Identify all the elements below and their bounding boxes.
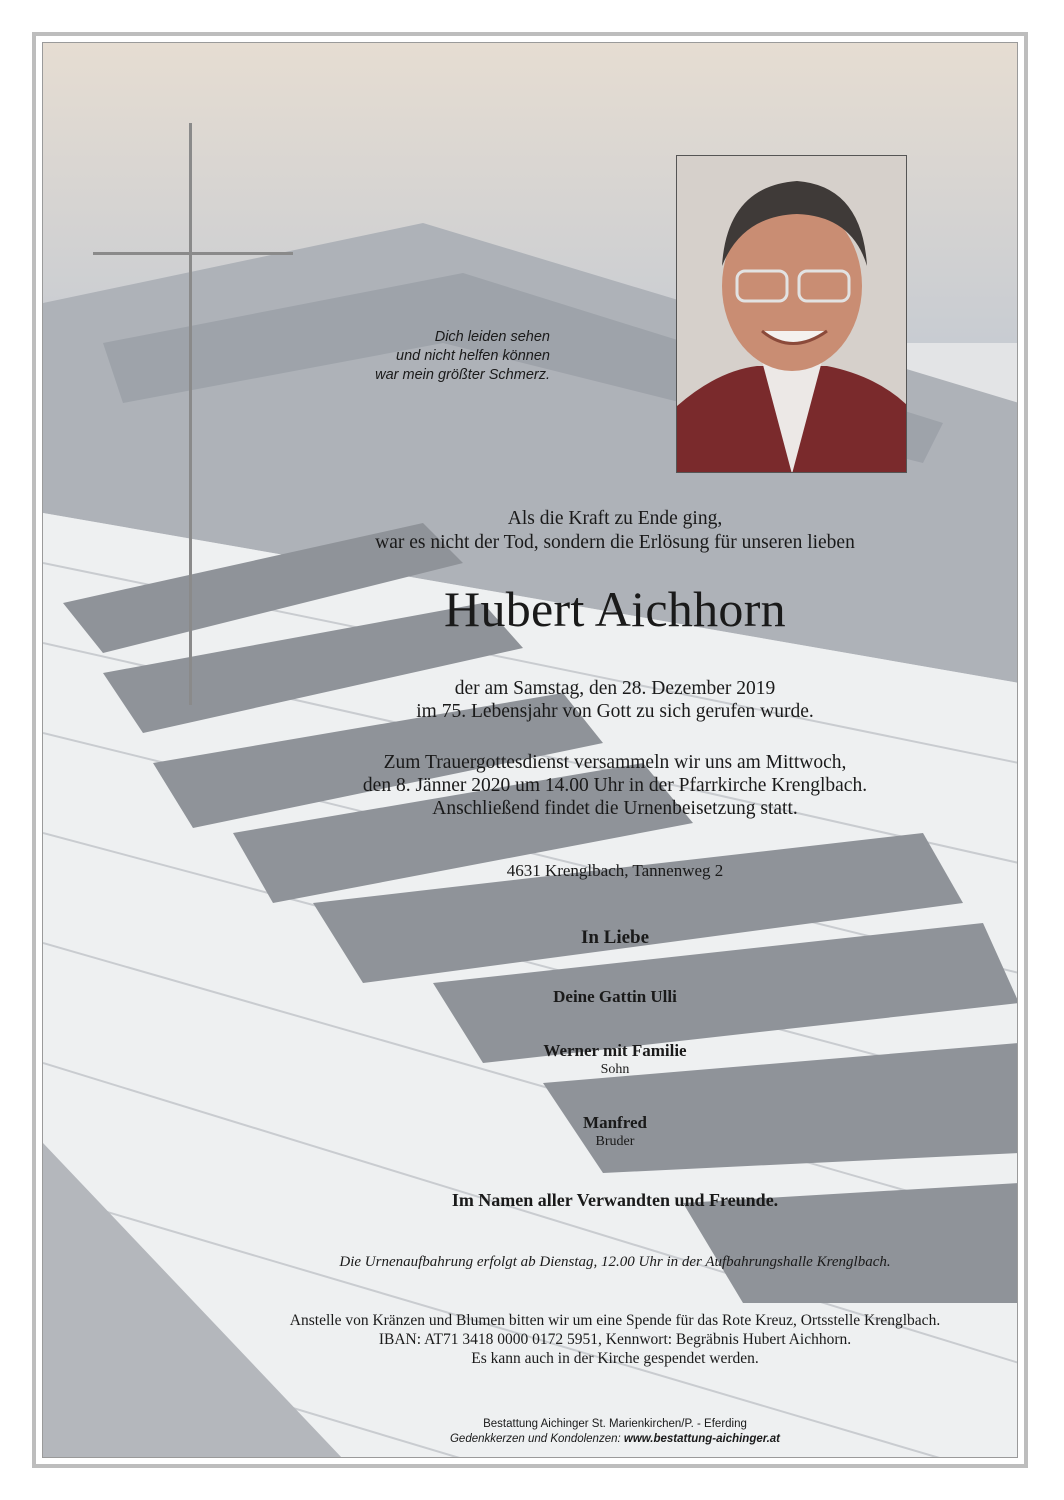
mourner-entry [240,986,990,1007]
portrait-illustration [677,156,907,473]
service-info [240,751,990,820]
quote-line: und nicht helfen können [396,348,550,364]
donation-line: IBAN: AT71 3418 0000 0172 5951, Kennwort: Begräbnis Hubert Aichhorn. [378,1331,852,1348]
donation-line: Es kann auch in der Kirche gespendet werden. [471,1350,759,1367]
mourner-relation: Bruder [595,1134,635,1149]
service-line: Zum Trauergottesdienst versammeln wir uns am Mittwoch, [383,752,847,773]
closing-line: Im Namen aller Verwandten und Freunde. [451,1190,779,1210]
viewing-note: Die Urnenaufbahrung erfolgt ab Dienstag, 12.00 Uhr in der Aufbahrungshalle Krenglbach. [339,1254,891,1270]
service-line: den 8. Jänner 2020 um 14.00 Uhr in der Pfarrkirche Krenglbach. [362,775,868,796]
mourner-name: Deine Gattin Ulli [553,987,677,1006]
intro-text [240,507,990,555]
address: 4631 Krenglbach, Tannenweg 2 [506,861,724,880]
memorial-quote [300,328,550,385]
funeral-home: Bestattung Aichinger St. Marienkirchen/P. - Eferding [483,1418,747,1430]
portrait-photo [676,155,907,473]
website-link[interactable]: www.bestattung-aichinger.at [623,1433,781,1445]
quote-line: Dich leiden sehen [434,329,550,345]
mourner-relation: Sohn [600,1062,630,1077]
footer [240,1417,990,1447]
mourner-name: Manfred [583,1113,647,1132]
donation-line: Anstelle von Kränzen und Blumen bitten wir um eine Spende für das Rote Kreuz, Ortsstelle Krenglbach. [289,1312,941,1329]
cross-horizontal-bar [93,252,293,255]
death-notice [240,677,990,723]
donation-info [240,1311,990,1368]
deceased-name: Hubert Aichhorn [444,581,786,637]
cross-vertical-bar [189,123,192,705]
mourner-name: Werner mit Familie [543,1041,687,1060]
condolence-line [240,1432,990,1447]
intro-line: war es nicht der Tod, sondern die Erlösung für unseren lieben [375,532,855,553]
death-line: im 75. Lebensjahr von Gott zu sich gerufen wurde. [416,701,814,722]
mourner-entry [240,1040,990,1078]
death-line: der am Samstag, den 28. Dezember 2019 [454,678,776,699]
in-love-heading: In Liebe [580,927,650,948]
intro-line: Als die Kraft zu Ende ging, [507,508,723,529]
service-line: Anschließend findet die Urnenbeisetzung statt. [432,798,798,819]
condolence-prefix: Gedenkkerzen und Kondolenzen: [449,1433,624,1445]
mourner-entry [240,1112,990,1150]
quote-line: war mein größter Schmerz. [375,367,550,383]
